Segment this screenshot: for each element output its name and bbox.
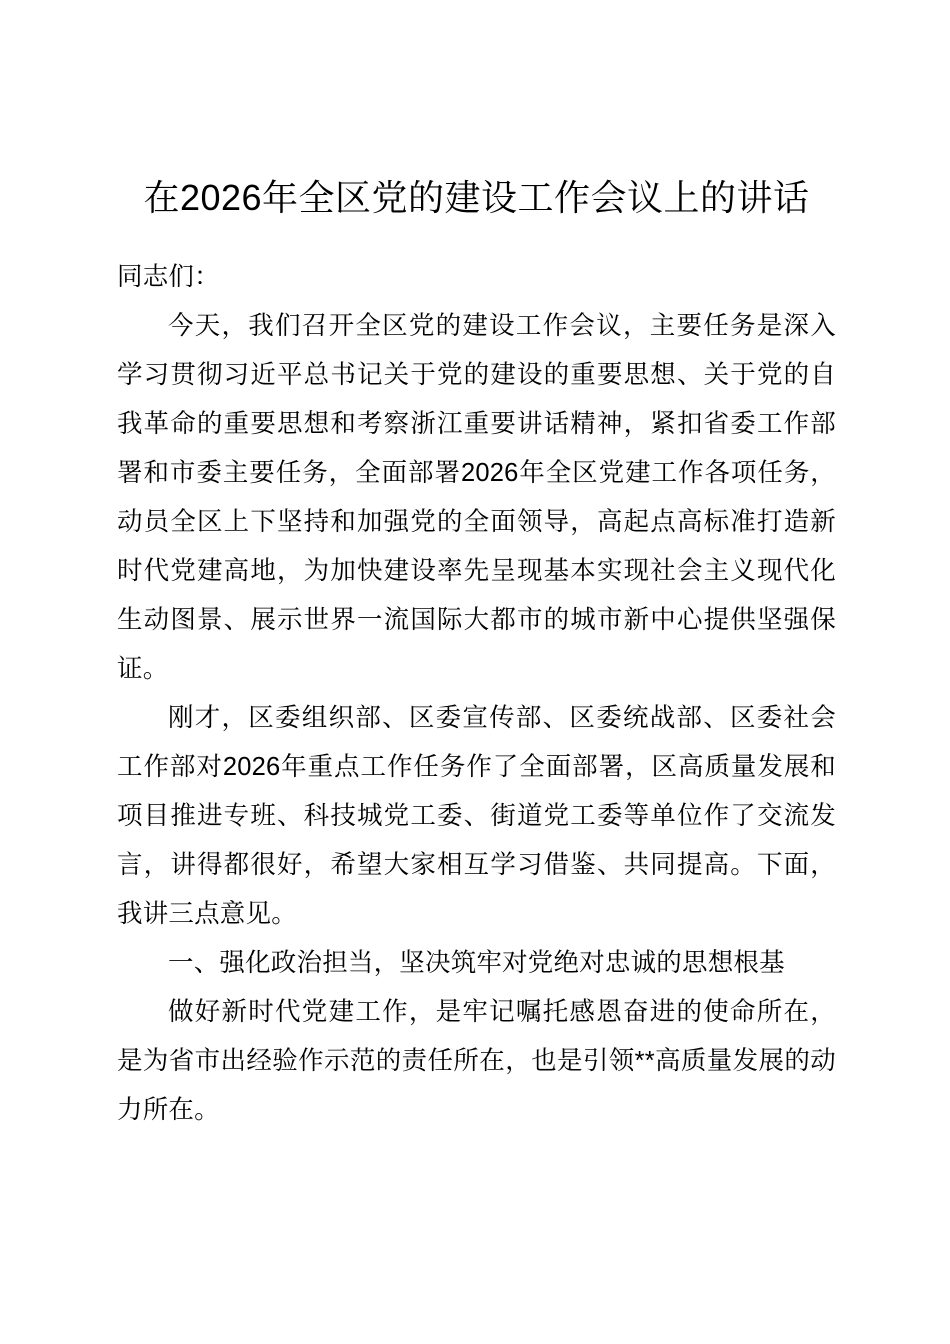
document-content (117, 0, 836, 1135)
page-title: 在2026年全区党的建设工作会议上的讲话 (143, 177, 810, 218)
section-heading-1: 一、强化政治担当，坚决筑牢对党绝对忠诚的思想根基 (168, 949, 785, 977)
body-paragraph-3: 做好新时代党建工作，是牢记嘱托感恩奋进的使命所在，是为省市出经验作示范的责任所在，也是引领**高质量发展的动力所在。 (117, 998, 836, 1124)
body-paragraph-2: 刚才，区委组织部、区委宣传部、区委统战部、区委社会工作部对2026年重点工作任务作了全面部署，区高质量发展和项目推进专班、科技城党工委、街道党工委等单位作了交流发言，讲得都很好，希望大家相互学习借鉴、共同提高。下面，我讲三点意见。 (117, 704, 836, 928)
body-paragraph-1: 今天，我们召开全区党的建设工作会议，主要任务是深入学习贯彻习近平总书记关于党的建设的重要思想、关于党的自我革命的重要思想和考察浙江重要讲话精神，紧扣省委工作部署和市委主要任务，全面部署2026年全区党建工作各项任务，动员全区上下坚持和加强党的全面领导，高起点高标准打造新时代党建高地，为加快建设率先呈现基本实现社会主义现代化生动图景、展示世界一流国际大都市的城市新中心提供坚强保证。 (117, 312, 836, 683)
salutation: 同志们： (117, 263, 220, 291)
